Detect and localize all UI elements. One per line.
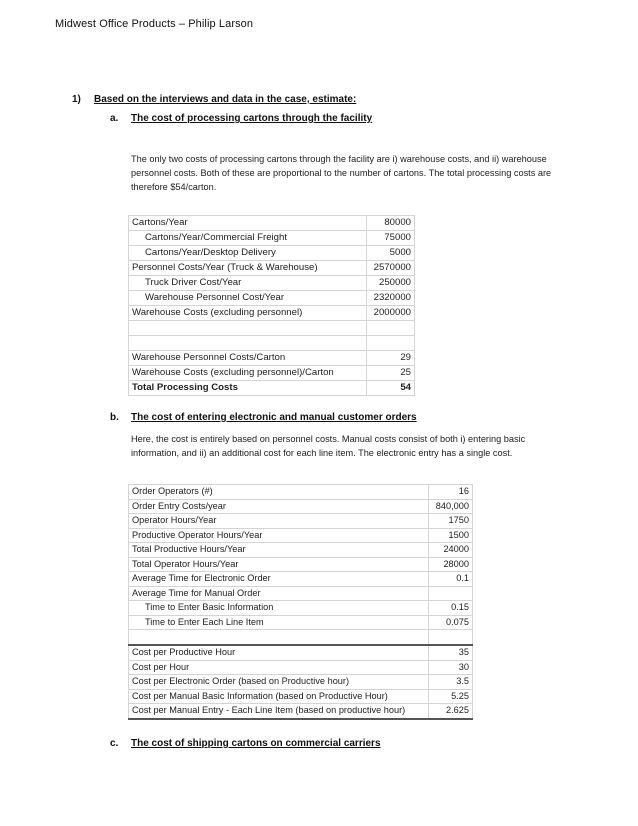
row-label: Cost per Manual Basic Information (based on Productive Hour) bbox=[129, 689, 429, 704]
table-row bbox=[129, 485, 473, 500]
table-row bbox=[129, 615, 473, 630]
row-label: Cost per Electronic Order (based on Productive hour) bbox=[129, 675, 429, 690]
question-number: 1) bbox=[72, 94, 81, 105]
table-row bbox=[129, 586, 473, 601]
question-heading bbox=[72, 94, 356, 105]
section-a-paragraph bbox=[131, 152, 601, 194]
section-c-title: The cost of shipping cartons on commercial carriers bbox=[131, 738, 381, 749]
row-label: Warehouse Costs (excluding personnel) bbox=[129, 306, 367, 321]
section-a-line-3: therefore $54/carton. bbox=[131, 182, 217, 192]
row-value: 30 bbox=[429, 660, 473, 675]
table-row bbox=[129, 601, 473, 616]
table-row bbox=[129, 675, 473, 690]
row-label: Cartons/Year/Desktop Delivery bbox=[129, 246, 367, 261]
row-value: 75000 bbox=[367, 231, 415, 246]
spacer-row bbox=[129, 336, 415, 351]
table-row bbox=[129, 366, 415, 381]
section-b-letter: b. bbox=[110, 412, 119, 423]
row-value: 25 bbox=[367, 366, 415, 381]
row-label: Cost per Manual Entry - Each Line Item (based on productive hour) bbox=[129, 704, 429, 719]
page-header: Midwest Office Products – Philip Larson bbox=[55, 18, 254, 30]
row-value: 0.1 bbox=[429, 572, 473, 587]
row-label: Operator Hours/Year bbox=[129, 514, 429, 529]
row-value bbox=[429, 586, 473, 601]
processing-cost-table bbox=[128, 215, 415, 396]
row-value: 0.075 bbox=[429, 615, 473, 630]
table-row bbox=[129, 231, 415, 246]
row-label: Cost per Productive Hour bbox=[129, 645, 429, 660]
table-row bbox=[129, 246, 415, 261]
table-row bbox=[129, 306, 415, 321]
row-label: Order Operators (#) bbox=[129, 485, 429, 500]
section-a-letter: a. bbox=[110, 113, 119, 124]
row-value: 2320000 bbox=[367, 291, 415, 306]
row-label: Time to Enter Basic Information bbox=[129, 601, 429, 616]
section-b-paragraph bbox=[131, 432, 601, 460]
table-row bbox=[129, 276, 415, 291]
row-label: Truck Driver Cost/Year bbox=[129, 276, 367, 291]
row-label: Time to Enter Each Line Item bbox=[129, 615, 429, 630]
row-value: 5.25 bbox=[429, 689, 473, 704]
table-row bbox=[129, 528, 473, 543]
section-c-letter: c. bbox=[110, 738, 119, 749]
row-value: 29 bbox=[367, 351, 415, 366]
row-value: 2570000 bbox=[367, 261, 415, 276]
table-row bbox=[129, 351, 415, 366]
row-value: 28000 bbox=[429, 557, 473, 572]
row-value: 2.625 bbox=[429, 704, 473, 719]
section-b-line-2: information, and ii) an additional cost for each line item. The electronic entry has a single cost. bbox=[131, 448, 513, 458]
question-text: Based on the interviews and data in the case, estimate: bbox=[94, 94, 357, 105]
table-row bbox=[129, 704, 473, 719]
order-entry-cost-table bbox=[128, 484, 473, 720]
row-label: Productive Operator Hours/Year bbox=[129, 528, 429, 543]
row-label: Total Processing Costs bbox=[129, 381, 367, 396]
row-value: 840,000 bbox=[429, 499, 473, 514]
row-value: 1750 bbox=[429, 514, 473, 529]
section-a-line-2: personnel costs. Both of these are proportional to the number of cartons. The total processing costs are bbox=[131, 168, 552, 178]
row-label: Warehouse Personnel Cost/Year bbox=[129, 291, 367, 306]
row-value: 0.15 bbox=[429, 601, 473, 616]
table-row bbox=[129, 261, 415, 276]
spacer-row bbox=[129, 321, 415, 336]
row-value: 250000 bbox=[367, 276, 415, 291]
table-row bbox=[129, 660, 473, 675]
table-row bbox=[129, 216, 415, 231]
row-label: Warehouse Personnel Costs/Carton bbox=[129, 351, 367, 366]
row-value: 24000 bbox=[429, 543, 473, 558]
table-row bbox=[129, 557, 473, 572]
row-label: Order Entry Costs/year bbox=[129, 499, 429, 514]
row-label: Total Productive Hours/Year bbox=[129, 543, 429, 558]
row-value: 16 bbox=[429, 485, 473, 500]
section-c-heading bbox=[110, 738, 381, 749]
spacer-row bbox=[129, 630, 473, 646]
row-label: Cost per Hour bbox=[129, 660, 429, 675]
row-value: 5000 bbox=[367, 246, 415, 261]
row-label: Personnel Costs/Year (Truck & Warehouse) bbox=[129, 261, 367, 276]
table-row bbox=[129, 543, 473, 558]
table-row bbox=[129, 689, 473, 704]
row-label: Average Time for Manual Order bbox=[129, 586, 429, 601]
row-value: 2000000 bbox=[367, 306, 415, 321]
table-row bbox=[129, 514, 473, 529]
row-label: Warehouse Costs (excluding personnel)/Carton bbox=[129, 366, 367, 381]
row-value: 54 bbox=[367, 381, 415, 396]
section-b-title: The cost of entering electronic and manual customer orders bbox=[131, 412, 417, 423]
section-a-title: The cost of processing cartons through the facility bbox=[131, 113, 373, 124]
row-label: Average Time for Electronic Order bbox=[129, 572, 429, 587]
section-a-line-1: The only two costs of processing cartons through the facility are i) warehouse costs, and ii) warehouse bbox=[131, 154, 547, 164]
table-row bbox=[129, 499, 473, 514]
row-label: Cartons/Year/Commercial Freight bbox=[129, 231, 367, 246]
table-row bbox=[129, 645, 473, 660]
section-a-heading bbox=[110, 113, 372, 124]
row-value: 80000 bbox=[367, 216, 415, 231]
section-b-heading bbox=[110, 412, 417, 423]
row-label: Total Operator Hours/Year bbox=[129, 557, 429, 572]
section-b-line-1: Here, the cost is entirely based on personnel costs. Manual costs consist of both i) entering basic bbox=[131, 434, 526, 444]
row-label: Cartons/Year bbox=[129, 216, 367, 231]
table-row bbox=[129, 291, 415, 306]
row-value: 35 bbox=[429, 645, 473, 660]
row-value: 3.5 bbox=[429, 675, 473, 690]
row-value: 1500 bbox=[429, 528, 473, 543]
table-row bbox=[129, 572, 473, 587]
total-row bbox=[129, 381, 415, 396]
